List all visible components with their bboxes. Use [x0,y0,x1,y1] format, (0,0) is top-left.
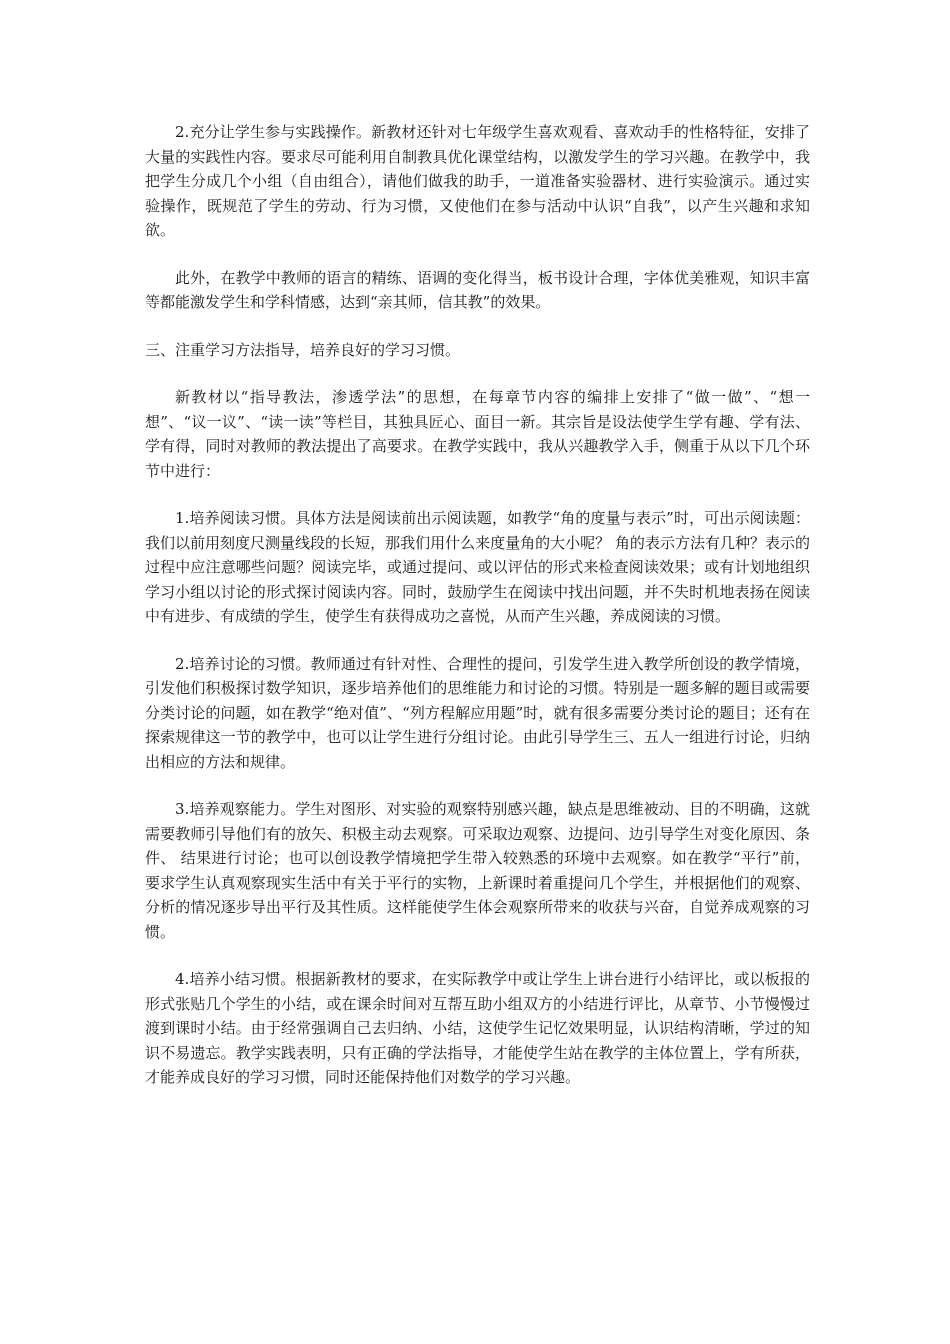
paragraph-teacher-language: 此外，在教学中教师的语言的精练、语调的变化得当，板书设计合理，字体优美雅观，知识丰富等都能激发学生和学科情感，达到“亲其师，信其教”的效果。 [145,268,810,311]
paragraph-reading-habit: 1.培养阅读习惯。具体方法是阅读前出示阅读题，如教学“角的度量与表示”时，可出示阅读题：我们以前用刻度尺测量线段的长短，那我们用什么来度量角的大小呢？ 角的表示方法有几种？表示的过程中应注意哪些问题？阅读完毕，或通过提问、或以评估的形式来检查阅读效果；或有计划地组织学习小组以讨论的形式探讨阅读内容。同时，鼓励学生在阅读中找出问题，并不失时机地表扬在阅读中有进步、有成绩的学生，使学生有获得成功之喜悦，从而产生兴趣，养成阅读的习惯。 [145,509,810,625]
paragraph-observation-ability: 3.培养观察能力。学生对图形、对实验的观察特别感兴趣，缺点是思维被动、目的不明确，这就需要教师引导他们有的放矢、积极主动去观察。可采取边观察、边提问、边引导学生对变化原因、条件、 结果进行讨论；也可以创设教学情境把学生带入较熟悉的环境中去观察。如在教学“平行”前，要求学生认真观察现实生活中有关于平行的实物，上新课时着重提问几个学生，并根据他们的观察、分析的情况逐步导出平行及其性质。这样能使学生体会观察所带来的收获与兴奋，自觉养成观察的习惯。 [145,800,810,941]
paragraph-practice-operation: 2.充分让学生参与实践操作。新教材还针对七年级学生喜欢观看、喜欢动手的性格特征，安排了大量的实践性内容。要求尽可能利用自制教具优化课堂结构，以激发学生的学习兴趣。在教学中，我把学生分成几个小组（自由组合），请他们做我的助手，一道准备实验器材、进行实验演示。通过实验操作，既规范了学生的劳动、行为习惯，又使他们在参与活动中认识“自我”，以产生兴趣和求知欲。 [145,123,810,239]
section-heading-study-methods: 三、注重学习方法指导，培养良好的学习习惯。 [145,340,461,359]
paragraph-new-textbook: 新教材以“指导教法，渗透学法”的思想，在每章节内容的编排上安排了“做一做”、“想一想”、“议一议”、“读一读”等栏目，其独具匠心、面目一新。其宗旨是设法使学生学有趣、学有法、学有得，同时对教师的教法提出了高要求。在教学实践中，我从兴趣教学入手，侧重于从以下几个环节中进行： [145,388,810,480]
document-body [145,120,810,1113]
paragraph-discussion-habit: 2.培养讨论的习惯。教师通过有针对性、合理性的提问，引发学生进入教学所创设的教学情境，引发他们积极探讨数学知识，逐步培养他们的思维能力和讨论的习惯。特别是一题多解的题目或需要分类讨论的问题，如在教学“绝对值”、“列方程解应用题”时，就有很多需要分类讨论的题目；还有在探索规律这一节的教学中，也可以让学生进行分组讨论。由此引导学生三、五人一组进行讨论，归纳出相应的方法和规律。 [145,654,810,771]
paragraph-summary-habit: 4.培养小结习惯。根据新教材的要求，在实际教学中或让学生上讲台进行小结评比，或以板报的形式张贴几个学生的小结，或在课余时间对互帮互助小组双方的小结进行评比，从章节、小节慢慢过渡到课时小结。由于经常强调自己去归纳、小结，这使学生记忆效果明显，认识结构清晰，学过的知识不易遗忘。教学实践表明，只有正确的学法指导，才能使学生站在教学的主体位置上，学有所获，才能养成良好的学习习惯，同时还能保持他们对数学的学习兴趣。 [145,970,810,1086]
